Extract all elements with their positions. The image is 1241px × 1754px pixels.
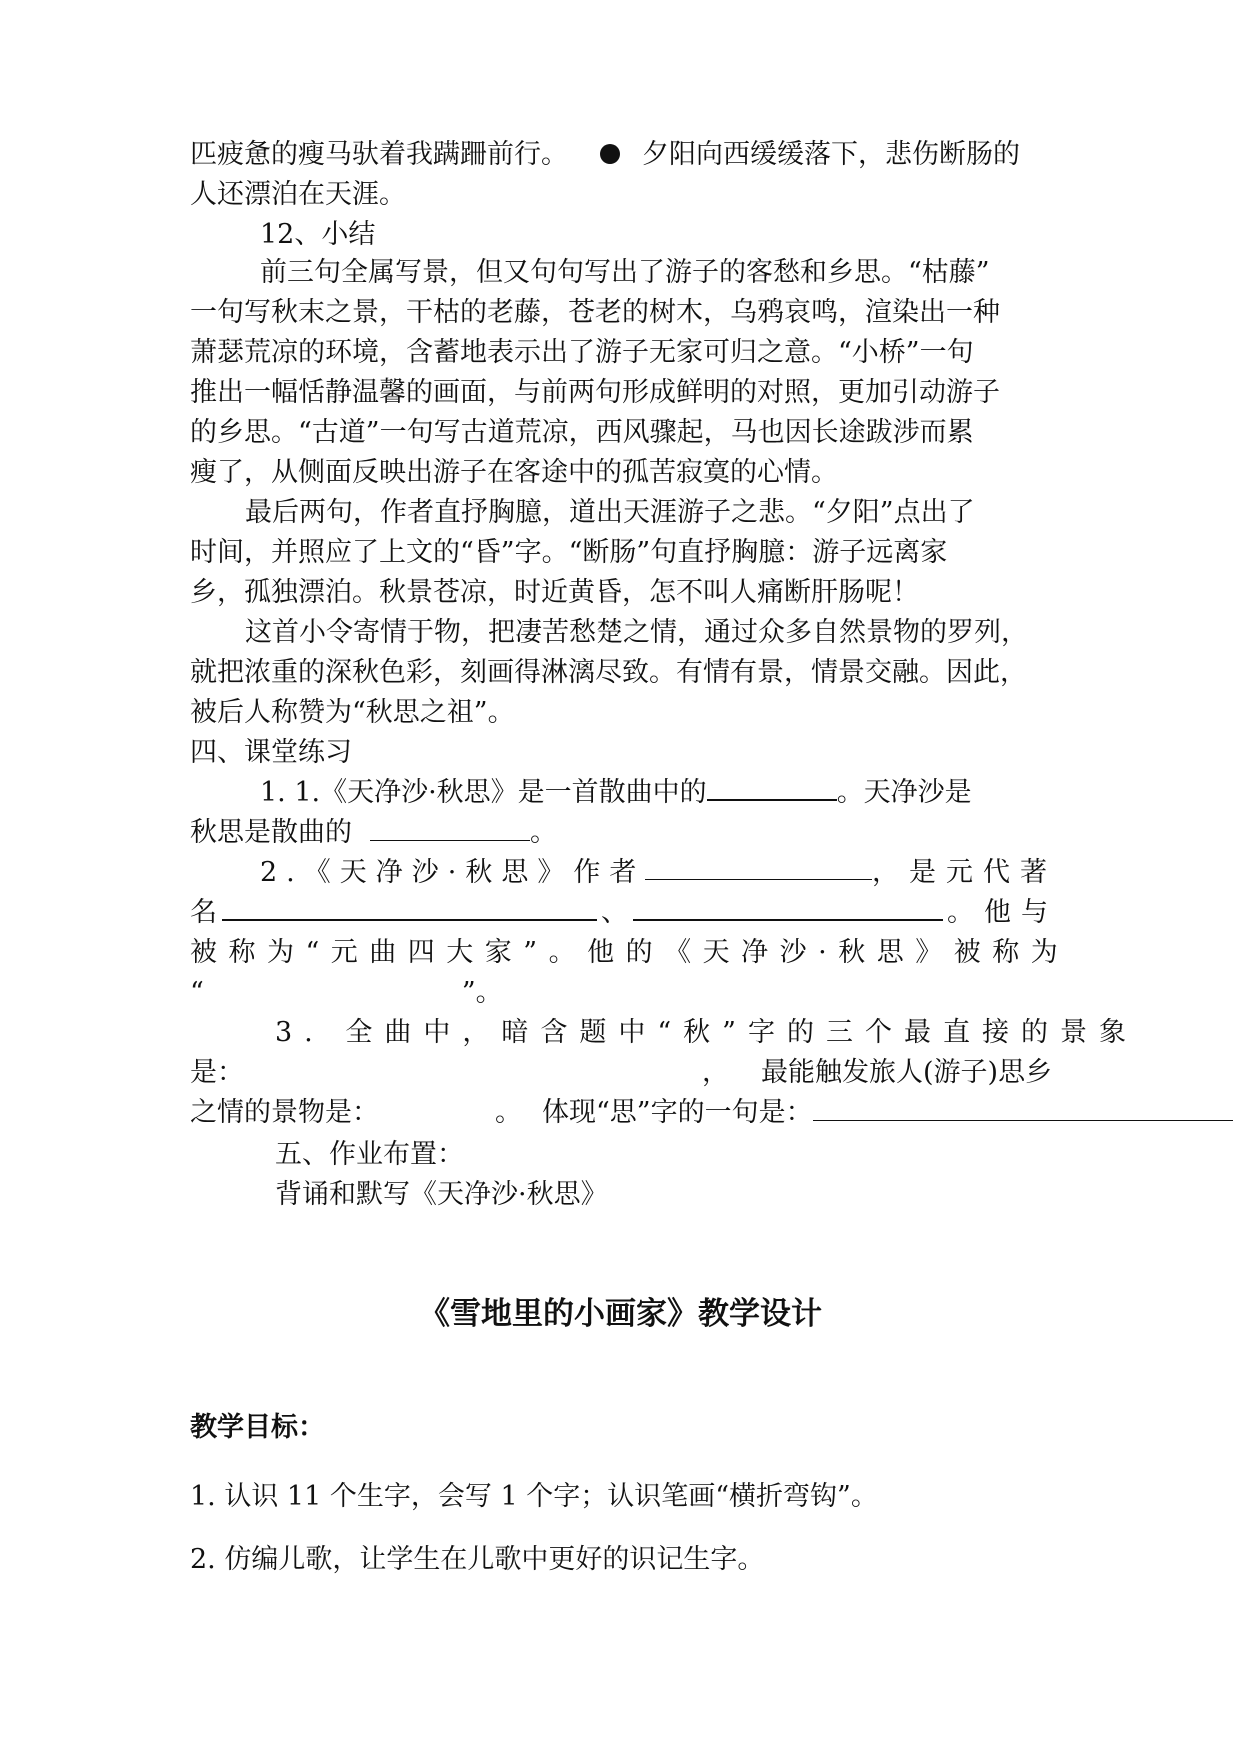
question-line (190, 893, 1058, 933)
section-heading: 12、小结 (260, 219, 376, 250)
question-text: 、 (601, 897, 628, 928)
answer-blank[interactable] (707, 773, 837, 801)
question-line (190, 813, 557, 853)
question-text: 1. 1.《天净沙·秋思》是一首散曲中的 (260, 777, 707, 808)
text-line: 这首小令寄情于物，把凄苦愁楚之情，通过众多自然景物的罗列， (245, 617, 1028, 648)
question-line (260, 853, 1057, 893)
question-text: ，是元代著 (872, 857, 1057, 888)
question-text: 最能触发旅人(游子)思乡 (761, 1057, 1053, 1088)
text-line: 背诵和默写《天净沙·秋思》 (275, 1179, 608, 1210)
question-text: “ (190, 977, 204, 1008)
question-text: 之情的景物是： (190, 1097, 379, 1128)
question-text: 体现“思”字的一句是： (542, 1097, 813, 1128)
question-text: 。天净沙是 (836, 777, 972, 808)
section-heading: 四、课堂练习 (190, 737, 352, 768)
text-line: 被后人称赞为“秋思之祖”。 (190, 697, 515, 728)
bullet-icon (600, 144, 620, 164)
text-line: 推出一幅恬静温馨的画面，与前两句形成鲜明的对照，更加引动游子 (190, 377, 1000, 408)
goal-item: 1. 认识 11 个生字，会写 1 个字；认识笔画“横折弯钩”。 (190, 1481, 878, 1512)
text-line: 时间，并照应了上文的“昏”字。“断肠”句直抒胸臆：游子远离家 (190, 537, 948, 568)
question-line (260, 773, 972, 813)
question-text: 。 (530, 817, 557, 848)
question-line (190, 973, 503, 1013)
text-line (190, 135, 1020, 175)
question-line: 3. 全曲中，暗含题中“秋”字的三个最直接的景象 (275, 1017, 1138, 1048)
answer-blank[interactable] (813, 1094, 1233, 1121)
question-text: ， (702, 1057, 729, 1088)
answer-blank[interactable] (633, 893, 943, 921)
goal-item: 2. 仿编儿歌，让学生在儿歌中更好的识记生字。 (190, 1544, 765, 1575)
text-segment: 夕阳向西缓缓落下，悲伤断肠的 (642, 139, 1020, 170)
document-title: 《雪地里的小画家》教学设计 (419, 1296, 822, 1332)
question-line: 被称为“元曲四大家”。他的《天净沙·秋思》被称为 (190, 937, 1070, 968)
text-line: 乡，孤独漂泊。秋景苍凉，时近黄昏，怎不叫人痛断肝肠呢！ (190, 577, 919, 608)
question-text: 名 (190, 897, 217, 928)
text-line: 一句写秋末之景，干枯的老藤，苍老的树木，乌鸦哀鸣，渲染出一种 (190, 297, 1000, 328)
question-text: 秋思是散曲的 (190, 817, 352, 848)
question-text: ”。 (461, 977, 503, 1008)
text-line: 瘦了，从侧面反映出游子在客途中的孤苦寂寞的心情。 (190, 457, 838, 488)
question-line (190, 1053, 1052, 1093)
answer-blank[interactable] (222, 893, 597, 921)
text-line: 最后两句，作者直抒胸臆，道出天涯游子之悲。“夕阳”点出了 (245, 497, 975, 528)
question-line (190, 1093, 1233, 1133)
answer-blank[interactable] (370, 814, 530, 841)
goal-heading: 教学目标： (190, 1412, 325, 1443)
text-segment: 匹疲惫的瘦马驮着我蹒跚前行。 (190, 139, 568, 170)
text-line: 的乡思。“古道”一句写古道荒凉，西风骤起，马也因长途跋涉而累 (190, 417, 974, 448)
question-text: 是： (190, 1057, 244, 1088)
question-text: 。 (495, 1097, 522, 1128)
text-line: 前三句全属写景，但又句句写出了游子的客愁和乡思。“枯藤” (260, 257, 990, 288)
question-text: 2.《天净沙·秋思》作者 (260, 857, 646, 888)
text-line: 萧瑟荒凉的环境，含蓄地表示出了游子无家可归之意。“小桥”一句 (190, 337, 974, 368)
text-line: 人还漂泊在天涯。 (190, 179, 406, 210)
text-line: 就把浓重的深秋色彩，刻画得淋漓尽致。有情有景，情景交融。因此， (190, 657, 1027, 688)
question-text: 。他与 (947, 897, 1058, 928)
section-heading: 五、作业布置： (275, 1139, 464, 1170)
answer-blank[interactable] (645, 853, 872, 880)
